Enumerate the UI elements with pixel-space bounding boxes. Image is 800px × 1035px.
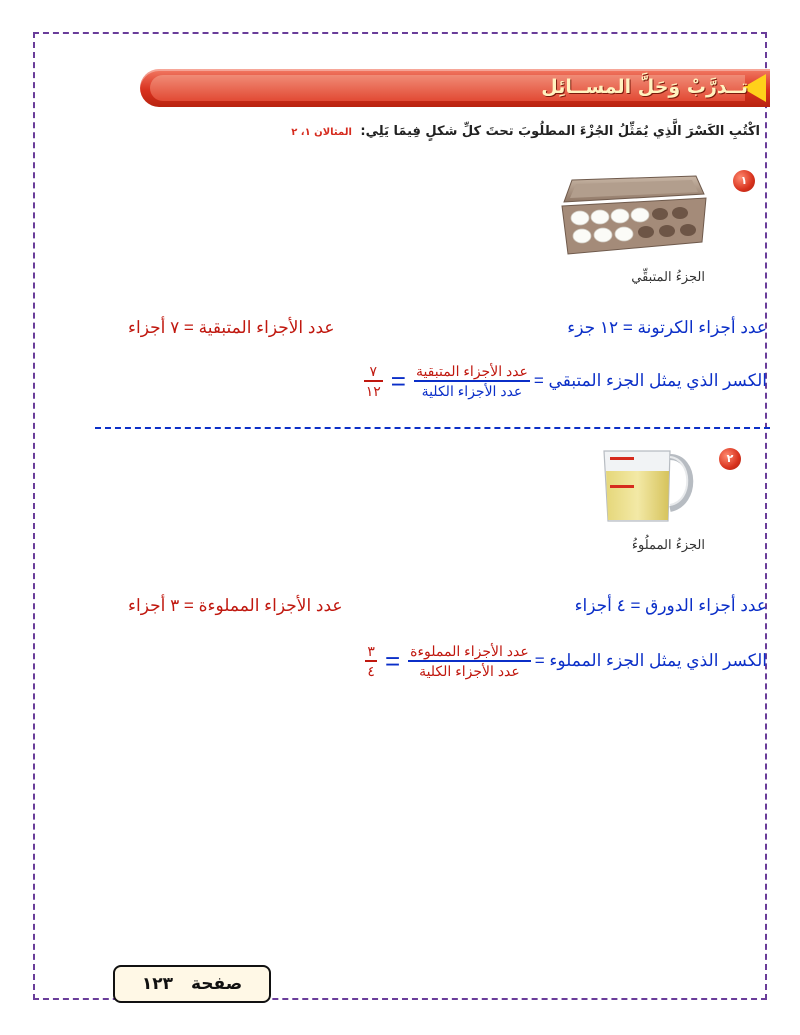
problem-2-word-numerator: عدد الأجزاء المملوءة xyxy=(410,643,529,659)
problem-2-caption: الجزءُ المملُوءُ xyxy=(631,538,705,553)
page-number: ١٢٣ xyxy=(141,974,173,994)
page-word: صفحة xyxy=(190,974,243,994)
section-title: تــدرَّبْ وَحَلَّ المســائِل xyxy=(541,76,748,98)
problem-1-result-denominator: ١٢ xyxy=(365,383,381,399)
problem-2-result-numerator: ٣ xyxy=(367,643,375,659)
problem-2-result-denominator: ٤ xyxy=(367,663,375,679)
measuring-jug-image xyxy=(600,447,712,525)
problem-2-fraction-row xyxy=(361,642,767,680)
problem-2-fraction-prefix: الكسر الذي يمثل الجزء المملوء = xyxy=(534,651,767,670)
instruction-text xyxy=(291,124,760,139)
problem-1-number-badge: ١ xyxy=(733,170,755,192)
problem-2-word-denominator: عدد الأجزاء الكلية xyxy=(419,663,520,679)
instruction-reference: المثالان ١، ٢ xyxy=(291,127,352,138)
problem-1-word-fraction xyxy=(414,362,530,400)
problem-2-equals-sign: = xyxy=(384,646,401,676)
problem-2-result-fraction xyxy=(365,642,377,680)
problem-1-fraction-prefix: الكسر الذي يمثل الجزء المتبقي = xyxy=(533,371,767,390)
problem-1-total-parts: عدد أجزاء الكرتونة = ١٢ جزء xyxy=(567,318,767,337)
problem-1-result-fraction xyxy=(364,362,383,400)
problem-1-remaining-parts: عدد الأجزاء المتبقية = ٧ أجزاء xyxy=(128,318,335,337)
section-divider xyxy=(95,427,770,429)
instruction-main: اكْتُبِ الكَسْرَ الَّذِي يُمَثِّلُ الجُزْءَ المطلُوبَ تحتَ كلِّ شكلٍ فِيمَا يَلِي: xyxy=(360,124,760,139)
problem-2-word-fraction xyxy=(408,642,531,680)
problem-1-equals-sign: = xyxy=(390,366,406,396)
problem-2-number-badge: ٢ xyxy=(719,448,741,470)
problem-1-fraction-row xyxy=(360,362,767,400)
egg-carton-image xyxy=(558,172,710,264)
problem-2-total-parts: عدد أجزاء الدورق = ٤ أجزاء xyxy=(574,596,767,615)
page-number-box xyxy=(113,965,271,1003)
problem-1-caption: الجزءُ المتبقِّي xyxy=(631,270,705,285)
problem-2-filled-parts: عدد الأجزاء المملوءة = ٣ أجزاء xyxy=(128,596,343,615)
problem-1-result-numerator: ٧ xyxy=(369,363,378,379)
problem-1-word-denominator: عدد الأجزاء الكلية xyxy=(421,383,523,399)
problem-1-word-numerator: عدد الأجزاء المتبقية xyxy=(415,363,528,379)
